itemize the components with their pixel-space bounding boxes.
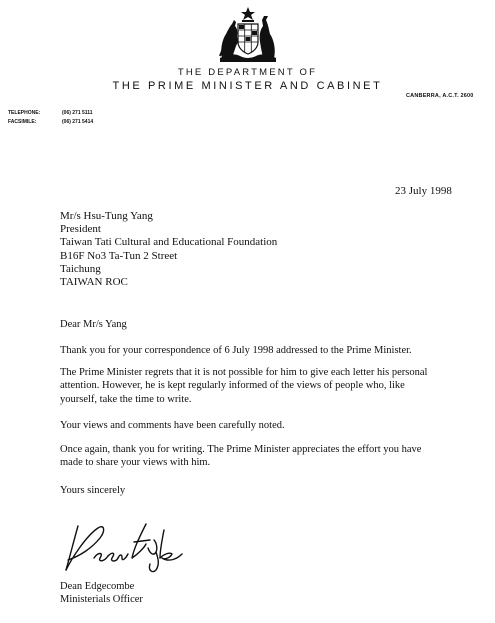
facsimile-label: FACSIMILE: xyxy=(8,119,37,125)
recipient-country: TAIWAN ROC xyxy=(60,276,128,289)
letterhead-city: CANBERRA, A.C.T. 2600 xyxy=(406,93,474,99)
salutation: Dear Mr/s Yang xyxy=(60,319,127,330)
signer-block xyxy=(60,580,143,607)
telephone-label: TELEPHONE: xyxy=(8,110,41,116)
closing: Yours sincerely xyxy=(60,485,126,496)
body-paragraph-1: Thank you for your correspondence of 6 July 1998 addressed to the Prime Minister. xyxy=(60,345,412,356)
letterhead-department-line: THE DEPARTMENT OF xyxy=(177,67,318,78)
recipient-title: President xyxy=(60,223,101,236)
recipient-city: Taichung xyxy=(60,262,101,275)
signer-title: Ministerials Officer xyxy=(60,594,143,606)
telephone-value: (06) 271 5111 xyxy=(62,110,93,116)
recipient-address xyxy=(60,210,277,289)
body-paragraph-3: Your views and comments have been carefully noted. xyxy=(60,420,285,431)
signer-name: Dean Edgecombe xyxy=(60,581,135,592)
body-paragraph-2: The Prime Minister regrets that it is not possible for him to give each letter his personal attention. However, he is kept regularly informed of the views of people who, like yourself, take the time to write. xyxy=(60,367,428,405)
recipient-street: B16F No3 Ta-Tun 2 Street xyxy=(60,249,178,262)
recipient-name: Mr/s Hsu-Tung Yang xyxy=(60,210,153,222)
handwritten-signature xyxy=(60,518,190,578)
facsimile-value: (06) 271 5414 xyxy=(62,119,94,125)
recipient-organization: Taiwan Tati Cultural and Educational Foundation xyxy=(60,236,278,249)
letter-date: 23 July 1998 xyxy=(395,185,452,197)
body-paragraph-4: Once again, thank you for writing. The Prime Minister appreciates the effort you have made to share your views with him. xyxy=(60,444,422,469)
coat-of-arms-crest xyxy=(216,6,280,64)
letterhead-department-name: THE PRIME MINISTER AND CABINET xyxy=(112,80,383,92)
